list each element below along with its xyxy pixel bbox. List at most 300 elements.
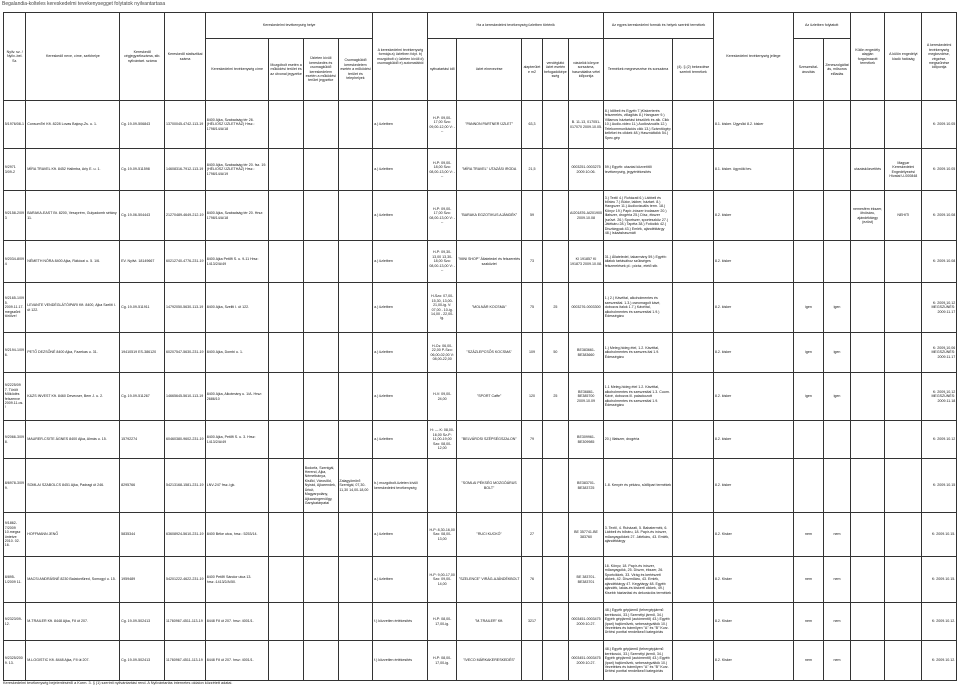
- cell-cap: [542, 191, 569, 241]
- cell-area: 79: [522, 421, 542, 459]
- cell-special: [850, 421, 885, 459]
- group-header-alcohol: Az üzletben folytatott: [793, 13, 850, 39]
- cell-hours: H-Cs: 06,00-22,00 P-Szo: 06,00-02,00 V: 08,00-22,00: [428, 333, 457, 373]
- cell-g2: [673, 191, 714, 241]
- cell-area: 73: [522, 241, 542, 283]
- table-body: [4, 101, 957, 681]
- cell-form: a.) üzletben: [373, 333, 428, 373]
- cell-reg: Cg. 19-09-511911: [120, 283, 165, 333]
- cell-cap: [542, 557, 569, 603]
- cell-goods: 31.) Állateledel, takarmány 59.) Egyéb: állatok tartásához szükséges felszerelések pl.: póráz, etető stb.: [603, 241, 672, 283]
- cell-addr: 8400 Ajka, Dombi u. 1.: [205, 333, 268, 373]
- cell-reg: Cg. 19-09-511267: [120, 373, 165, 421]
- cell-music: nem: [824, 603, 851, 641]
- group-header-shop: Ha a kereskedelmi tevékenység üzletben történik: [428, 13, 604, 39]
- cell-mobile: [269, 191, 304, 241]
- cell-type: 8.2. kisker: [714, 459, 794, 513]
- table-row: [4, 283, 957, 333]
- cell-alc: nem: [793, 641, 824, 681]
- cell-g2: [673, 513, 714, 557]
- cell-cap: [542, 101, 569, 149]
- cell-special: [850, 459, 885, 513]
- table-row: [4, 241, 957, 283]
- cell-cap: [542, 241, 569, 283]
- cell-outside: [303, 421, 338, 459]
- cell-shop: "MINI SHOP" Állateledel és felszerelés szaküzlet: [456, 241, 521, 283]
- cell-name: MAURER-CSITE ÁGNES 8400 Ajka, Almás u. 15.: [26, 421, 120, 459]
- cell-authority: [885, 373, 922, 421]
- cell-goods: 48.) Egyéb gépjármű (tehergépjármű kerékcsúú, 33.) Személyi jármű, 34.) Egyéb gépjármű (autómentő) 43.) Egyéb (ipari) hajtóművek, sebességváltók 10.) Vezetékes és bármilyen "A" és "B" Kurz. Ürítési ponttal rendelkező kategóriás: [603, 641, 672, 681]
- cell-special: [850, 557, 885, 603]
- cell-hours: H-V: 09,00-24,00: [428, 373, 457, 421]
- cell-g2: [673, 149, 714, 191]
- cell-g2: [673, 101, 714, 149]
- cell-outside: [303, 149, 338, 191]
- cell-name: K&ZS INVEST Kft. 8460 Devecser, Bem J. u. 2.: [26, 373, 120, 421]
- cell-music: [824, 241, 851, 283]
- cell-addr: 8400 Ajka, Szabadság tér 20. Hrsz: 1798/14/A/18: [205, 191, 268, 241]
- table-row: [4, 603, 957, 641]
- cell-authority: [885, 641, 922, 681]
- cell-no: 8/6978-3/09 9.: [4, 459, 26, 513]
- cell-no: 9/2325/200 9. 13.: [4, 641, 26, 681]
- cell-hours: [428, 459, 457, 513]
- cell-book: BE383701-BE383725: [569, 459, 604, 513]
- cell-alc: [793, 241, 824, 283]
- cell-hours: H-P: 09,00-17,00 Szo: 09,00-12,00 V: ---: [428, 101, 457, 149]
- cell-no: 9/2165-1/09 5. 2009.11.17. megszűnt törölve!: [4, 283, 26, 333]
- cell-form: a.) üzletben: [373, 191, 428, 241]
- cell-form: a.) üzletben: [373, 283, 428, 333]
- cell-book: BE309961-BE309985: [569, 421, 604, 459]
- table-row: [4, 421, 957, 459]
- cell-cap: [542, 149, 569, 191]
- table-row: [4, 191, 957, 241]
- cell-outside: [303, 513, 338, 557]
- cell-book: 0003276-0003300: [569, 283, 604, 333]
- cell-special: [850, 333, 885, 373]
- cell-form: a.) üzletben: [373, 373, 428, 421]
- cell-mail: [338, 603, 373, 641]
- cell-mail: [338, 283, 373, 333]
- cell-date: K: 2009.10.12.: [922, 641, 957, 681]
- cell-hours: H-P: 8,30-16,00 Szo: 08,00-13,00: [428, 513, 457, 557]
- cell-special: [850, 283, 885, 333]
- cell-g2: [673, 283, 714, 333]
- cell-date: K: 2009.10.15: [922, 459, 957, 513]
- col-header-music: Zeneszolgáltatás, műsoros előadás: [824, 39, 851, 101]
- cell-form: a.) üzletben: [373, 513, 428, 557]
- cell-area: 109: [522, 333, 542, 373]
- cell-addr: 8400 Ajka, Alkotmány u. 1/A. Hrsz: 2686/10: [205, 373, 268, 421]
- cell-reg: 5835344: [120, 513, 165, 557]
- cell-g2: [673, 373, 714, 421]
- cell-name: BARAKA-EAST Bt. 8200, Veszprém, Gulyadomb sétány 11.: [26, 191, 120, 241]
- table-row: [4, 557, 957, 603]
- cell-goods: 59.) Egyéb: utazási közvetítői tevékenység, jegyértékesítés: [603, 149, 672, 191]
- cell-name: HOFFMANN JENŐ: [26, 513, 120, 557]
- cell-hours: H-Szo: 07,00-15,30, 13,00-21,00-ig. V: 07,00 - 10-ig. 14,00 - 22,00-ig.: [428, 283, 457, 333]
- col-header-form: A kereskedelmi tevékenység formája a) üzletben folyt. b) mozgóbolt c) üzleten kívüli d) csomagküldő e) automatából: [373, 13, 428, 101]
- cell-special: [850, 241, 885, 283]
- cell-book: BE36861-BE385700 2009.10.09: [569, 373, 604, 421]
- cell-date: K: 2009.10.08: [922, 241, 957, 283]
- cell-cap: [542, 459, 569, 513]
- cell-mobile: [269, 241, 304, 283]
- cell-book: B. 11-13, 017051-017070 2009.10.05.: [569, 101, 604, 149]
- cell-mail: [338, 149, 373, 191]
- cell-authority: [885, 513, 922, 557]
- col-header-special: Külön engedély alapján forgalmazott termékek: [850, 13, 885, 101]
- cell-form: f.) közvetlen értékesítés: [373, 641, 428, 681]
- cell-music: nem: [824, 557, 851, 603]
- cell-mobile: [269, 603, 304, 641]
- col-header-authority: A külön engedélyt kiadó hatóság: [885, 13, 922, 101]
- cell-mobile: [269, 421, 304, 459]
- cell-shop: "PANNON PARTNER ÜZLET": [456, 101, 521, 149]
- cell-mobile: [269, 459, 304, 513]
- group-header-place: Kereskedelmi tevékenység helye: [205, 13, 372, 39]
- cell-form: a.) üzletben: [373, 421, 428, 459]
- cell-area: 76: [522, 557, 542, 603]
- cell-goods: 16. Könyv, 18. Papír-és írószer, műanyagcikk, 25. Díszm, ékszer, 26. Sportcikkek, 33. Virág és kertészeti cikkek, 42. Díszműáru, 43. Emlék, ajándéktárgy 47. Kegytárgy 48. Egyéb ajándék, lakás-és kiskerti cikkek, 49.) Kisebb háztartási és dekorációs termékek: [603, 557, 672, 603]
- cell-hours: H-P: 09,00-18,00 Szo: 08,00-13,00 V: ---: [428, 149, 457, 191]
- cell-date: K: 2009.10.12.: [922, 603, 957, 641]
- table-row: [4, 459, 957, 513]
- cell-type: 8.2. Kisker: [714, 641, 794, 681]
- col-header-type: Kereskedelmi tevékenység jellege: [714, 13, 794, 101]
- registry-table: [3, 12, 957, 681]
- cell-cap: [542, 421, 569, 459]
- cell-no: 9/2158-2/09 3: [4, 191, 26, 241]
- col-header-area: alapterülete m2: [522, 39, 542, 101]
- cell-shop: "SZELENCE" VIRÁG-AJÁNDÉKBOLT: [456, 557, 521, 603]
- col-header-mail: Csomagküldő kereskedelem esetén a működési terület és telephelyek: [338, 39, 373, 101]
- cell-hours: H: --- K: 08,00-16,00 Sz-P: 11,00-19,00 Szo: 08,00-12,00: [428, 421, 457, 459]
- cell-authority: NEHITI: [885, 191, 922, 241]
- cell-no: 9/1862-7/2009 10.megsz üntetve 2010. 02. 16.: [4, 513, 26, 557]
- cell-type: 8.2. kisker: [714, 283, 794, 333]
- cell-type: 8.2. kisker: [714, 373, 794, 421]
- cell-special: [850, 513, 885, 557]
- cell-outside: [303, 641, 338, 681]
- cell-book: BE 383701-BE383701: [569, 557, 604, 603]
- table-row: [4, 333, 957, 373]
- cell-stat: 60212740-4776-231-19: [165, 241, 206, 283]
- cell-no: 9/2225/09 7. Törölt Működés felszenve 2009.11.os. !: [4, 373, 26, 421]
- cell-area: [522, 459, 542, 513]
- cell-authority: [885, 557, 922, 603]
- cell-type: 8.2. kisker: [714, 421, 794, 459]
- cell-music: [824, 191, 851, 241]
- cell-form: a.) üzletben: [373, 241, 428, 283]
- cell-area: 27: [522, 513, 542, 557]
- cell-music: [824, 459, 851, 513]
- cell-authority: [885, 241, 922, 283]
- cell-stat: 13700045-4742-113-19: [165, 101, 206, 149]
- cell-mail: [338, 373, 373, 421]
- cell-mail: [338, 191, 373, 241]
- cell-addr: 8448 Fő út 207. hrsz: 4001/1.: [205, 603, 268, 641]
- cell-stat: 11760967-4511-113-19: [165, 603, 206, 641]
- cell-outside: [303, 191, 338, 241]
- cell-area: 120: [522, 373, 542, 421]
- cell-name: LEVANTE VENDÉGLÁTÓIPARI Kft. 8400, Ajka Szeliti I. út 122.: [26, 283, 120, 333]
- table-row: [4, 101, 957, 149]
- cell-reg: Cg. 19-09-502413: [120, 641, 165, 681]
- cell-shop: "SZÁZLEPCSŐS KOCSMA": [456, 333, 521, 373]
- cell-alc: [793, 191, 824, 241]
- cell-g2: [673, 421, 714, 459]
- cell-area: 21,5: [522, 149, 542, 191]
- cell-music: nem: [824, 513, 851, 557]
- cell-goods: 48.) Egyéb gépjármű (tehergépjármű kerékcsúú, 33.) Személyi jármű, 34.) Egyéb gépjármű (autómentő) 43.) Egyéb (ipari) hajtóművek, sebességváltók 10.) Vezetékes és bármilyen "A" és "B" Kurz. Ürítési ponttal rendelkező kategóriás: [603, 603, 672, 641]
- cell-mobile: [269, 333, 304, 373]
- cell-shop: "M-TRAILER" Kft.: [456, 603, 521, 641]
- cell-addr: 8400 Ajka, Szabadság tér 26. (HÉLIOSZ ÜZLETHÁZ) Hrsz.: 1798/14/A/18: [205, 101, 268, 149]
- cell-no: 9/2034-8/09 4: [4, 241, 26, 283]
- cell-hours: H-P: 9,00-17,00 Szo: 09,00-14,00: [428, 557, 457, 603]
- cell-g2: [673, 557, 714, 603]
- cell-no: 8/895-1/2009 11.: [4, 557, 26, 603]
- cell-type: 8.1. kisker. ügynöki tev.: [714, 149, 794, 191]
- cell-music: [824, 149, 851, 191]
- cell-stat: 54213168-1581-231-19: [165, 459, 206, 513]
- cell-area: 59: [522, 191, 542, 241]
- col-header-book: vásárlók könyve sorszáma, használatba vétel időpontja: [569, 39, 604, 101]
- cell-goods: 3. Textil, 4. Ruházati, 5. Babatermék, 6. Lábbeli és bőráru, 18. Papír-és írószer, műanyagcikkek 27. Játékáru, 43. Emlék, ajándéktárgy: [603, 513, 672, 557]
- cell-special: nemesfém ékszer, ötvösáru, ajándéktárgy (ezüst): [850, 191, 885, 241]
- col-header-number: Nyilv. sz. / Nyilv.-bel. Sz.: [4, 13, 26, 101]
- cell-alc: [793, 101, 824, 149]
- cell-form: f.) közvetlen értékesítés: [373, 603, 428, 641]
- cell-shop: "MÍRA TRAVEL" UTAZÁSI IRODA: [456, 149, 521, 191]
- cell-goods: 1.) Meleg,hideg étel, 1.2. Kávéital, alkoholmentes és szeszes.ital 1.9. Édességáru: [603, 333, 672, 373]
- table-row: [4, 149, 957, 191]
- cell-g2: [673, 641, 714, 681]
- cell-goods: 3.) Textil 4.) Ruházati 6.) Lábbeli és bőráru 7.) Bútor, lakber, háztart. 8.) Hangszer 11.) Audiovizuális term. 18.) Könyv 19.) Papír-írószer irodaszer 20.) Illatszer, drogéria 25.) Dísz, ékszer (szüvé. 26.) Sportszer, sporteszköz 27.) Játékáru 28.) Tapéta 38.) Fotócikk 42.) Dísztárgyak 43.) Emlék, ajándéktárgy 48.) Iskaáshasznált: [603, 191, 672, 241]
- cell-addr: LNV-247 frsz-i gk.: [205, 459, 268, 513]
- cell-name: PETŐ DEZSŐNÉ 8400 Ajka, Fazekas u. 31.: [26, 333, 120, 373]
- cell-reg: Cg. 19-09-506843: [120, 101, 165, 149]
- cell-book: KI 191857 KI 191873 2009.10.08.: [569, 241, 604, 283]
- cell-stat: 21270489-4649-212-19: [165, 191, 206, 241]
- cell-name: ConsumTel Kft. 8228 Lovas Bajcsy-Zs. u. 1.: [26, 101, 120, 149]
- cell-stat: 11760967-4511-113-19: [165, 641, 206, 681]
- col-header-alcohol: Szeszesital-árusítás: [793, 39, 824, 101]
- cell-area: 3217: [522, 603, 542, 641]
- cell-authority: [885, 101, 922, 149]
- cell-stat: 54201222-4622-231-19: [165, 557, 206, 603]
- cell-name: NÉMETH NÓRA 8400 Ajka, Rákóczi u. 5. 1/6.: [26, 241, 120, 283]
- cell-alc: igen: [793, 283, 824, 333]
- cell-outside: [303, 283, 338, 333]
- cell-g2: [673, 333, 714, 373]
- cell-alc: nem: [793, 513, 824, 557]
- cell-form: a.) üzletben: [373, 557, 428, 603]
- cell-music: igen: [824, 283, 851, 333]
- col-header-shop-name: üzlet elnevezése: [456, 39, 521, 101]
- cell-book: AI201876-AI201900 2009.10.08: [569, 191, 604, 241]
- cell-no: 9/2323/09-12.: [4, 603, 26, 641]
- cell-outside: [303, 241, 338, 283]
- cell-book: 0003251-0003275 2009.10.06.: [569, 149, 604, 191]
- cell-authority: [885, 421, 922, 459]
- cell-form: a.) üzletben: [373, 149, 428, 191]
- cell-outside: [303, 101, 338, 149]
- cell-addr: 8448 Fő út 207. hrsz: 4001/1.: [205, 641, 268, 681]
- cell-goods: 8.) Időbeli és Egyéb 7.)Kiskerterés felszerelés, villagítás 8.) Hangszer 9.) Villamos háztartási készülék és alk. Cikk 10.) Audio-video 11.) Audiovizuális 12.) Telekommunikációs cikk 13.) Számítógép kellékei és cikkek 48.) Használtcikk 54.) Spec.gép: [603, 101, 672, 149]
- cell-addr: 8400 Ajka, Szeliti I. út 122.: [205, 283, 268, 333]
- cell-authority: [885, 333, 922, 373]
- cell-date: K: 2009.10.12: [922, 421, 957, 459]
- col-header-name: Kereskedő neve, címe, székhelye: [26, 13, 120, 101]
- cell-date: K: 2009.10.12 MEGSZŰNÉS: 2009.11.18: [922, 373, 957, 421]
- cell-date: K: 2009.10.05: [922, 101, 957, 149]
- cell-hours: H-P: 09,30-13,00 13,30-18,00 Szo: 08,00-13,00 V: ---: [428, 241, 457, 283]
- col-header-goods: Termékek megnevezése és sorszáma: [603, 39, 672, 101]
- cell-type: 8.2. kisker: [714, 191, 794, 241]
- cell-mail: [338, 241, 373, 283]
- cell-date: K: 2009.10.15.: [922, 513, 957, 557]
- cell-shop: "IVECO MÁRKAKERESKEDÉS": [456, 641, 521, 681]
- cell-reg: 15792274: [120, 421, 165, 459]
- cell-hours: H-P: 09,00-17,00 Szo: 08,00-13,00 V: ---: [428, 191, 457, 241]
- cell-mail: [338, 333, 373, 373]
- cell-goods: 1.) 2.) Kávéital, alkoholmentes és szeszesital. 1.3.) cseomagolt kávé, dobozos italok 1.7.) Kávéital, alkoholmentes és szeszesital 1.9.) Édességáru: [603, 283, 672, 333]
- cell-name: M-LOGISTIC Kft. 8448 Ajka, Fő út 207.: [26, 641, 120, 681]
- cell-alc: [793, 459, 824, 513]
- cell-addr: 8400 Ajka, Petőfi S. u. 3. Hrsz: 1413/2/A/49: [205, 421, 268, 459]
- cell-mail: [338, 557, 373, 603]
- cell-reg: Cg. 19-06-504443: [120, 191, 165, 241]
- cell-music: nem: [824, 641, 851, 681]
- cell-name: MÍRA TRAVEL Kft. 8452 Halimba, Arly E. u. 1.: [26, 149, 120, 191]
- cell-name: SOMLAI SZABOLCS 8451 Ajka, Padragi út 246.: [26, 459, 120, 513]
- cell-mail: [338, 101, 373, 149]
- cell-mail: [338, 641, 373, 681]
- cell-reg: 19410519 ES-386120: [120, 333, 165, 373]
- cell-stat: 14608316-7912-113-19: [165, 149, 206, 191]
- cell-date: K: 2009.10.12 MEGSZŰNÉS: 2009.11.17: [922, 283, 957, 333]
- cell-mail: [338, 513, 373, 557]
- cell-alc: nem: [793, 603, 824, 641]
- cell-area: [522, 641, 542, 681]
- cell-mobile: [269, 149, 304, 191]
- cell-addr: 8400 Béke utca, hrsz.: 5253/14.: [205, 513, 268, 557]
- cell-area: 63,3: [522, 101, 542, 149]
- cell-stat: 63608924-5610-231-19: [165, 513, 206, 557]
- cell-mobile: [269, 373, 304, 421]
- cell-book: 0003451-0003475 2009.10.27.: [569, 603, 604, 641]
- cell-shop: "SPORT Caffe": [456, 373, 521, 421]
- cell-type: 8.2. kisker: [714, 333, 794, 373]
- group-header-goods: Az egyes kereskedelmi formák és helyek szerinti termékek: [603, 13, 713, 39]
- cell-stat: 14665645-5610-113-19: [165, 373, 206, 421]
- cell-outside: [303, 603, 338, 641]
- cell-addr: 8400 Ajka, Szabadság tér 20. fsz. 19. (HÉLIOSZ ÜZLETHÁZ) Hrsz.: 1798/14/A/19: [205, 149, 268, 191]
- col-header-registry: Kereskedő cégjegyzékszáma, stb. nyilvántart. száma: [120, 13, 165, 101]
- cell-date: K: 2009.10.08: [922, 191, 957, 241]
- cell-type: 8.2. kisker: [714, 241, 794, 283]
- col-header-outside: Üzleten kívüli kereskedés és csomagküldő kereskedelem esetén a működési terület jegyzéke: [303, 39, 338, 101]
- cell-shop: "SOMLAI PÉKSÉG MOZGÓÁRUS BOLT": [456, 459, 521, 513]
- cell-no: 9/2194-1/09 6.: [4, 333, 26, 373]
- cell-date: K: 2009.10.06 MEGSZŰNÉS: 2009.11.17: [922, 333, 957, 373]
- cell-hours: H-P: 08,00-17,00-ig.: [428, 641, 457, 681]
- cell-authority: Magyar Kereskedelmi Engedélyezési Hivatal U-000848: [885, 149, 922, 191]
- cell-cap: 25: [542, 283, 569, 333]
- col-header-address: Kereskedelmi tevékenység címe: [205, 39, 268, 101]
- cell-g2: [673, 459, 714, 513]
- cell-book: BE 357741-BE 383760: [569, 513, 604, 557]
- cell-cap: 25: [542, 373, 569, 421]
- cell-reg: Cg. 19-09-502413: [120, 603, 165, 641]
- cell-reg: 1959489: [120, 557, 165, 603]
- cell-alc: igen: [793, 333, 824, 373]
- cell-no: 5/1976/08-1: [4, 101, 26, 149]
- cell-mail: Zalagyömörő Szentgál, 07,30-11,30 14,00-18,00: [338, 459, 373, 513]
- cell-mobile: [269, 557, 304, 603]
- cell-alc: nem: [793, 557, 824, 603]
- cell-music: igen: [824, 373, 851, 421]
- cell-type: 8.2. Kisker: [714, 603, 794, 641]
- cell-book: BE383661-BE383660: [569, 333, 604, 373]
- cell-special: [850, 603, 885, 641]
- cell-stat: 14792050-5630-113-19: [165, 283, 206, 333]
- col-header-goods2: (4). § (2) bekezdése szerinti termékek: [673, 39, 714, 101]
- cell-no: 9/2066-3/09 8.: [4, 421, 26, 459]
- cell-authority: [885, 283, 922, 333]
- cell-addr: 8400 Petőfi Sándor utca 13. hrsz.:1413/2/A/50.: [205, 557, 268, 603]
- cell-type: 8.2. Kisker: [714, 557, 794, 603]
- cell-cap: [542, 513, 569, 557]
- page-title: Begalandia-kolteles kereskedelmi tevekenysegget folytatok nyilvantartasa: [2, 1, 166, 7]
- cell-stat: 60207547-5630-231-19: [165, 333, 206, 373]
- cell-goods: 1.1 Meleg-hideg étel 1.2. Kávéital, alkoholmentes és szeszesital 1.3. Cuom. Kávé, dobozos ill. palackozott alkoholmentes és szeszesital 1.9. Édességáru: [603, 373, 672, 421]
- cell-shop: "MOLNÁR KOCSMA": [456, 283, 521, 333]
- cell-type: 8.2. Kisker: [714, 513, 794, 557]
- cell-form: a.) üzletben: [373, 101, 428, 149]
- cell-g2: [673, 603, 714, 641]
- cell-cap: [542, 603, 569, 641]
- cell-goods: 1.8. Kenyér és pékáru, sütőipari termékek: [603, 459, 672, 513]
- cell-music: [824, 421, 851, 459]
- cell-alc: igen: [793, 373, 824, 421]
- cell-date: K: 2009.10.05: [922, 149, 957, 191]
- cell-alc: [793, 149, 824, 191]
- cell-mobile: [269, 283, 304, 333]
- cell-addr: 8400 Ajka Petőfi S. u. 9-11 Hrsz: 1413/2/A/49: [205, 241, 268, 283]
- cell-outside: [303, 373, 338, 421]
- cell-g2: [673, 241, 714, 283]
- cell-mail: [338, 421, 373, 459]
- cell-music: igen: [824, 333, 851, 373]
- col-header-mobile: Mozgóbolt esetén a működési terület és az útvonal jegyzéke: [269, 39, 304, 101]
- cell-shop: "BARAKA EGZOTIKUS AJÁNDÉK": [456, 191, 521, 241]
- cell-authority: [885, 603, 922, 641]
- cell-hours: H-P: 08,00-17,00-ig.: [428, 603, 457, 641]
- col-header-capacity: vendéglátó üzlet esetén befogadóképesség: [542, 39, 569, 101]
- cell-shop: "RUCI KUCKÓ": [456, 513, 521, 557]
- col-header-date: A kereskedelmi tevékenység megkezdése, végzése, megszűnése időpontja: [922, 13, 957, 101]
- cell-mobile: [269, 641, 304, 681]
- cell-book: 0003451-0003475 2009.10.27.: [569, 641, 604, 681]
- table-row: [4, 373, 957, 421]
- cell-reg: EV. Nyilvt. 18149667: [120, 241, 165, 283]
- cell-outside: Bodorfa, Szentgál, Herend, Ajka, Németbánya, Kislőd, Városlőd, Nyirád, Ajkarendek, Úrkút, Magyarpolány, Ajkacsingervölgy, Ganykatárpatai: [303, 459, 338, 513]
- cell-name: MACSI ANDRÁSNÉ 8230 Balatonfüred, Somogyi u. 15.: [26, 557, 120, 603]
